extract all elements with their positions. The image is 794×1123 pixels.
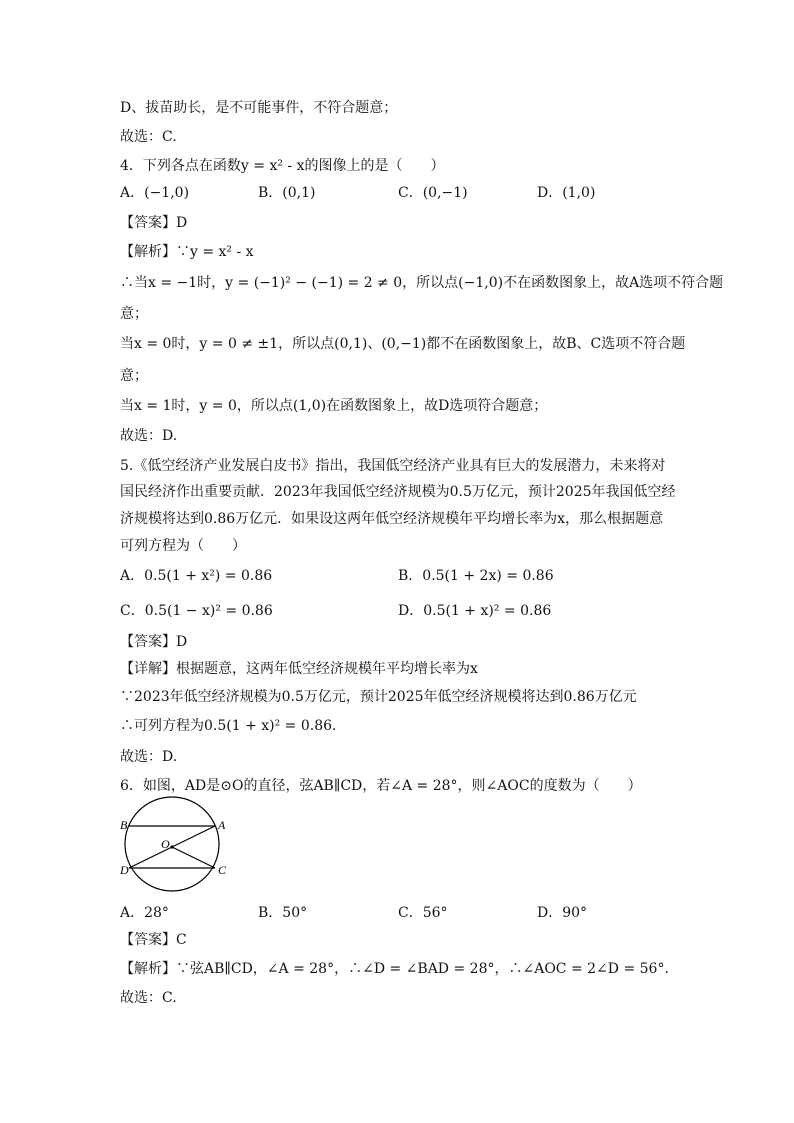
- question-5-stem: 国民经济作出重要贡献．2023年我国低空经济规模为0.5万亿元，预计2025年我国低空经: [120, 484, 676, 500]
- text-line: 故选：D.: [120, 749, 178, 765]
- q6-option-a: A．28°: [120, 905, 169, 921]
- question-4-stem: 4．下列各点在函数y = x² - x的图像上的是（ ）: [120, 158, 445, 174]
- circle-o: [125, 797, 219, 891]
- analysis-line: 当x = 1时，y = 0，所以点(1,0)在函数图象上，故D选项符合题意；: [120, 398, 548, 414]
- answer-label: 【答案】D: [120, 215, 188, 231]
- radius-oc: [172, 847, 215, 868]
- analysis-line: ∴当x = −1时，y = (−1)² − (−1) = 2 ≠ 0，所以点(−1,0)不在函数图象上，故A选项不符合题: [120, 275, 724, 291]
- q6-option-c: C．56°: [398, 905, 448, 921]
- text-line: D、拔苗助长，是不可能事件，不符合题意；: [120, 100, 398, 116]
- detail-line: ∵2023年低空经济规模为0.5万亿元，预计2025年低空经济规模将达到0.86万亿元: [120, 689, 637, 705]
- q4-option-d: D．(1,0): [537, 185, 596, 201]
- detail-line: 【详解】根据题意，这两年低空经济规模年平均增长率为x: [120, 661, 478, 677]
- q5-option-a: A．0.5(1 + x²) = 0.86: [120, 568, 273, 584]
- analysis-line: 意；: [120, 306, 148, 322]
- text-line: 故选：D.: [120, 428, 178, 444]
- question-5-stem: 可列方程为（ ）: [120, 538, 246, 554]
- label-a: A: [218, 818, 226, 832]
- answer-label: 【答案】D: [120, 634, 188, 650]
- question-5-stem: 济规模将达到0.86万亿元．如果设这两年低空经济规模年平均增长率为x，那么根据题意: [120, 511, 664, 527]
- label-d: D: [120, 863, 129, 877]
- text-line: 故选：C.: [120, 129, 177, 145]
- label-o: O: [161, 837, 170, 851]
- q5-option-b: B．0.5(1 + 2x) = 0.86: [398, 568, 554, 584]
- center-point: [170, 845, 173, 848]
- question-5-stem: 5.《低空经济产业发展白皮书》指出，我国低空经济产业具有巨大的发展潜力，未来将对: [120, 458, 666, 474]
- question-6-stem: 6．如图，AD是⊙O的直径，弦AB∥CD，若∠A = 28°，则∠AOC的度数为（ ）: [120, 778, 642, 794]
- q5-option-d: D．0.5(1 + x)² = 0.86: [398, 603, 552, 619]
- q4-option-c: C．(0,−1): [398, 185, 468, 201]
- circle-figure: [115, 796, 235, 896]
- analysis-line: 【解析】∵弦AB∥CD，∠A = 28°，∴∠D = ∠BAD = 28°，∴∠AOC = 2∠D = 56°．: [120, 961, 679, 977]
- label-c: C: [218, 863, 227, 877]
- q5-option-c: C．0.5(1 − x)² = 0.86: [120, 603, 273, 619]
- answer-label: 【答案】C: [120, 932, 187, 948]
- q6-option-b: B．50°: [258, 905, 308, 921]
- text-line: 故选：C.: [120, 990, 177, 1006]
- analysis-line: 【解析】∵y = x² - x: [120, 244, 254, 260]
- q4-option-b: B．(0,1): [258, 185, 316, 201]
- detail-line: ∴可列方程为0.5(1 + x)² = 0.86．: [120, 718, 347, 734]
- q4-option-a: A．(−1,0): [120, 185, 190, 201]
- label-b: B: [120, 818, 128, 832]
- q6-option-d: D．90°: [537, 905, 588, 921]
- analysis-line: 意；: [120, 368, 148, 384]
- analysis-line: 当x = 0时，y = 0 ≠ ±1，所以点(0,1)、(0,−1)都不在函数图象上，故B、C选项不符合题: [120, 336, 686, 352]
